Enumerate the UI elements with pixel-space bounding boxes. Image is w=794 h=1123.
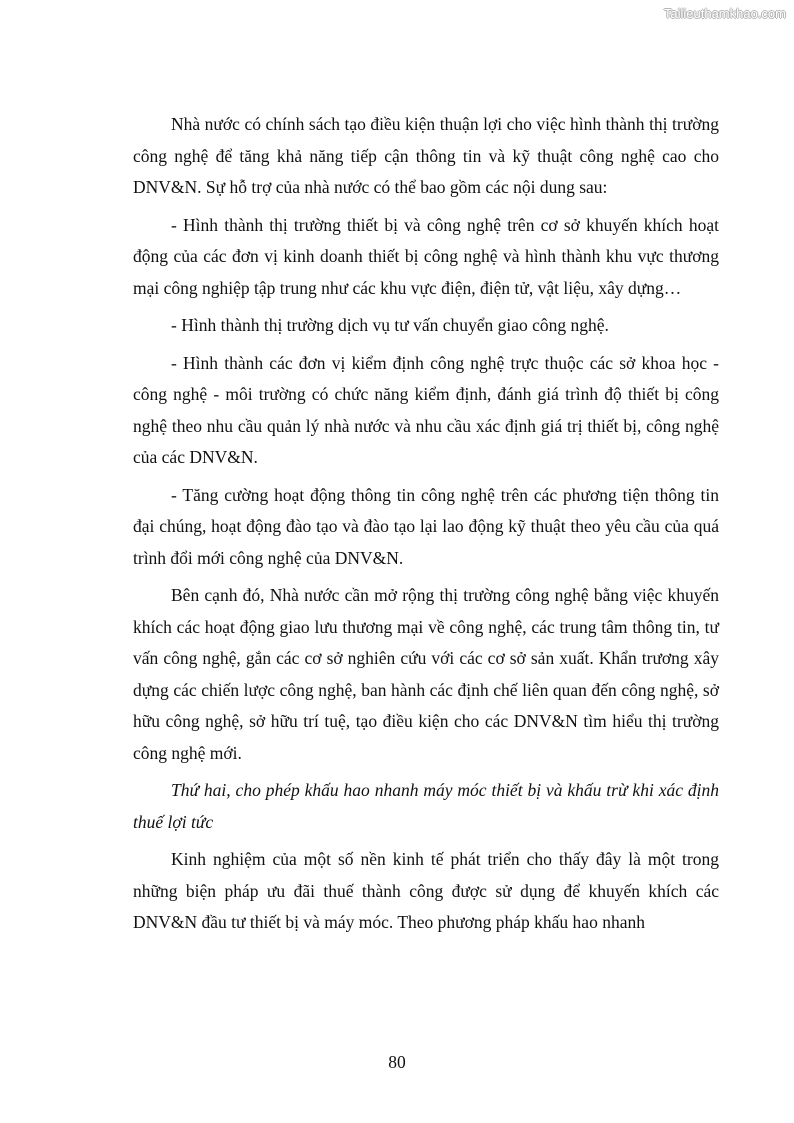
paragraph-bullet-consulting-market: - Hình thành thị trường dịch vụ tư vấn chuyển giao công nghệ.	[171, 315, 609, 335]
watermark-text: Tailieuthamkhao.com	[663, 6, 786, 21]
document-body	[133, 109, 719, 945]
paragraph-bullet-equipment-market: - Hình thành thị trường thiết bị và công nghệ trên cơ sở khuyến khích hoạt động của các đơn vị kinh doanh thiết bị công nghệ và hình thành khu vực thương mại công nghiệp tập trung như các khu vực điện, điện tử, vật liệu, xây dựng…	[133, 214, 719, 298]
paragraph-bullet-information: - Tăng cường hoạt động thông tin công nghệ trên các phương tiện thông tin đại chúng, hoạt động đào tạo và đào tạo lại lao động kỹ thuật theo yêu cầu của quá trình đổi mới công nghệ của DNV&N.	[133, 484, 719, 568]
section-heading-second: Thứ hai, cho phép khấu hao nhanh máy móc thiết bị và khấu trừ khi xác định thuế lợi tức	[133, 780, 719, 832]
page-number: 80	[388, 1052, 406, 1072]
paragraph-depreciation: Kinh nghiệm của một số nền kinh tế phát triển cho thấy đây là một trong những biện pháp ưu đãi thuế thành công được sử dụng để khuyến khích các DNV&N đầu tư thiết bị và máy móc. Theo phương pháp khấu hao nhanh	[133, 849, 719, 932]
paragraph-bullet-inspection-units: - Hình thành các đơn vị kiểm định công nghệ trực thuộc các sở khoa học - công nghệ - môi trường có chức năng kiểm định, đánh giá trình độ thiết bị công nghệ theo nhu cầu quản lý nhà nước và nhu cầu xác định giá trị thiết bị, công nghệ của các DNV&N.	[133, 352, 719, 467]
paragraph-intro: Nhà nước có chính sách tạo điều kiện thuận lợi cho việc hình thành thị trường công nghệ để tăng khả năng tiếp cận thông tin và kỹ thuật công nghệ cao cho DNV&N. Sự hỗ trợ của nhà nước có thể bao gồm các nội dung sau:	[133, 114, 719, 197]
paragraph-market-expansion: Bên cạnh đó, Nhà nước cần mở rộng thị trường công nghệ bằng việc khuyến khích các hoạt động giao lưu thương mại về công nghệ, các trung tâm thông tin, tư vấn công nghệ, gắn các cơ sở nghiên cứu với các cơ sở sản xuất. Khẩn trương xây dựng các chiến lược công nghệ, ban hành các định chế liên quan đến công nghệ, sở hữu công nghệ, sở hữu trí tuệ, tạo điều kiện cho các DNV&N tìm hiểu thị trường công nghệ mới.	[133, 585, 719, 763]
